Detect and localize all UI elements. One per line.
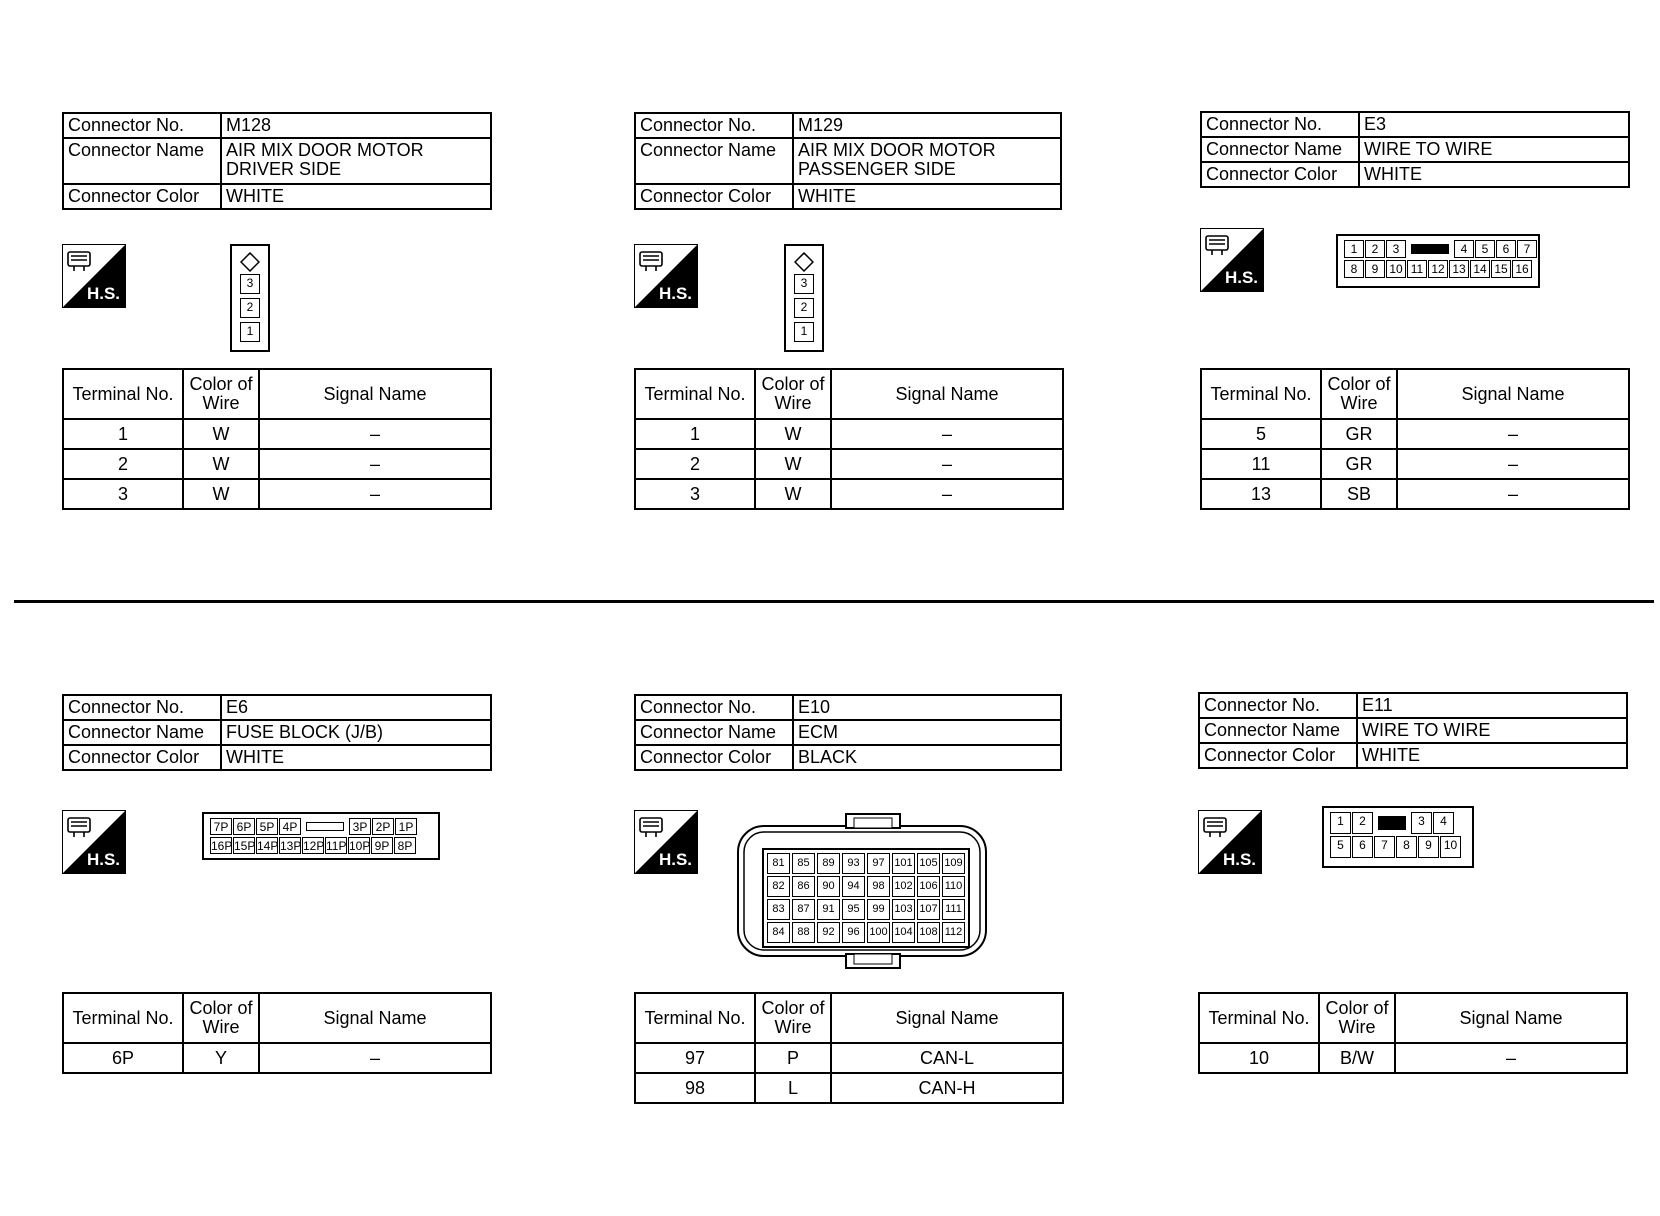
pin: 8 bbox=[1344, 260, 1364, 278]
pin: 16 bbox=[1512, 260, 1532, 278]
pin: 87 bbox=[792, 899, 815, 920]
pin: 16P bbox=[211, 839, 233, 853]
connector-info-table bbox=[634, 694, 1062, 771]
connector-info-table bbox=[634, 112, 1062, 210]
pin: 3 bbox=[1411, 812, 1432, 834]
pin: 5P bbox=[256, 818, 278, 835]
signal-name-header: Signal Name bbox=[1395, 993, 1627, 1043]
terminal-table bbox=[1198, 992, 1628, 1074]
terminal-table bbox=[62, 992, 492, 1074]
signal-name-cell: – bbox=[259, 1043, 491, 1073]
terminal-no-header: Terminal No. bbox=[635, 369, 755, 419]
signal-name-cell: – bbox=[831, 479, 1063, 509]
pin: 7 bbox=[1517, 240, 1537, 258]
terminal-no-header: Terminal No. bbox=[1199, 993, 1319, 1043]
wire-color-header: Color of Wire bbox=[183, 369, 259, 419]
key-diamond-icon bbox=[240, 252, 260, 272]
harness-side-icon bbox=[634, 810, 698, 874]
terminal-no-cell: 97 bbox=[635, 1043, 755, 1073]
signal-name-header: Signal Name bbox=[831, 369, 1063, 419]
hs-label: H.S. bbox=[658, 850, 692, 869]
pin: 94 bbox=[842, 876, 865, 897]
pin: 2 bbox=[1352, 812, 1373, 834]
connector-no-value: M128 bbox=[221, 113, 491, 138]
pin: 15 bbox=[1491, 260, 1511, 278]
pin: 8P bbox=[394, 837, 416, 854]
pin: 2 bbox=[1365, 240, 1385, 258]
table-row bbox=[635, 1073, 1063, 1103]
pin: 6 bbox=[1352, 836, 1373, 858]
wire-color-cell: P bbox=[755, 1043, 831, 1073]
terminal-no-cell: 11 bbox=[1201, 449, 1321, 479]
table-row bbox=[635, 1043, 1063, 1073]
terminal-no-cell: 2 bbox=[63, 449, 183, 479]
pin: 84 bbox=[767, 922, 790, 943]
hs-label: H.S. bbox=[1224, 268, 1258, 287]
terminal-no-cell: 5 bbox=[1201, 419, 1321, 449]
connector-color-label: Connector Color bbox=[1199, 743, 1357, 768]
pin: 3 bbox=[794, 274, 814, 294]
pin: 107 bbox=[917, 899, 940, 920]
wire-color-header: Color of Wire bbox=[1319, 993, 1395, 1043]
connector-no-value: M129 bbox=[793, 113, 1061, 138]
terminal-table bbox=[634, 368, 1064, 510]
terminal-no-cell: 10 bbox=[1199, 1043, 1319, 1073]
pin: 95 bbox=[842, 899, 865, 920]
wire-color-cell: W bbox=[183, 419, 259, 449]
connector-color-label: Connector Color bbox=[635, 745, 793, 770]
pin: 9P bbox=[371, 837, 393, 854]
signal-name-cell: – bbox=[259, 479, 491, 509]
connector-color-value: WHITE bbox=[221, 745, 491, 770]
wire-color-cell: Y bbox=[183, 1043, 259, 1073]
wire-color-cell: W bbox=[755, 419, 831, 449]
wire-color-header: Color of Wire bbox=[755, 369, 831, 419]
connector-name-value: FUSE BLOCK (J/B) bbox=[221, 720, 491, 745]
key-slot-mark bbox=[1411, 244, 1449, 254]
pin: 13P bbox=[280, 839, 302, 853]
signal-name-cell: CAN-L bbox=[831, 1043, 1063, 1073]
connector-face-e6 bbox=[202, 812, 440, 860]
connector-color-label: Connector Color bbox=[1201, 162, 1359, 187]
pin: 14 bbox=[1470, 260, 1490, 278]
terminal-no-cell: 98 bbox=[635, 1073, 755, 1103]
connector-face-m128 bbox=[230, 244, 270, 352]
table-row bbox=[635, 449, 1063, 479]
connector-no-value: E10 bbox=[793, 695, 1061, 720]
pin: 101 bbox=[892, 853, 915, 874]
key-slot bbox=[1407, 240, 1453, 258]
pin: 83 bbox=[767, 899, 790, 920]
signal-name-cell: CAN-H bbox=[831, 1073, 1063, 1103]
wire-color-cell: B/W bbox=[1319, 1043, 1395, 1073]
signal-name-cell: – bbox=[1397, 419, 1629, 449]
pin: 103 bbox=[892, 899, 915, 920]
key-diamond-icon bbox=[794, 252, 814, 272]
wire-color-cell: W bbox=[755, 479, 831, 509]
pin: 100 bbox=[867, 922, 890, 943]
key-slot bbox=[302, 818, 348, 835]
pin: 109 bbox=[942, 853, 965, 874]
connector-name-value: AIR MIX DOOR MOTOR PASSENGER SIDE bbox=[793, 138, 1061, 184]
connector-name-label: Connector Name bbox=[1201, 137, 1359, 162]
connector-name-label: Connector Name bbox=[63, 720, 221, 745]
connector-color-value: WHITE bbox=[221, 184, 491, 209]
terminal-no-header: Terminal No. bbox=[63, 369, 183, 419]
connector-no-label: Connector No. bbox=[635, 695, 793, 720]
wire-color-header: Color of Wire bbox=[1321, 369, 1397, 419]
pin: 96 bbox=[842, 922, 865, 943]
pin: 2 bbox=[794, 298, 814, 318]
signal-name-cell: – bbox=[831, 419, 1063, 449]
connector-name-label: Connector Name bbox=[635, 138, 793, 184]
signal-name-header: Signal Name bbox=[259, 369, 491, 419]
wire-color-cell: W bbox=[183, 479, 259, 509]
pin: 14P bbox=[257, 839, 279, 853]
pin: 9 bbox=[1365, 260, 1385, 278]
wire-color-cell: SB bbox=[1321, 479, 1397, 509]
connector-no-value: E3 bbox=[1359, 112, 1629, 137]
terminal-no-header: Terminal No. bbox=[635, 993, 755, 1043]
terminal-table bbox=[634, 992, 1064, 1104]
key-slot-mark bbox=[1378, 816, 1406, 830]
pin: 11P bbox=[326, 839, 347, 853]
pin: 93 bbox=[842, 853, 865, 874]
pin: 1 bbox=[1344, 240, 1364, 258]
pin: 92 bbox=[817, 922, 840, 943]
connector-color-label: Connector Color bbox=[63, 745, 221, 770]
connector-color-label: Connector Color bbox=[635, 184, 793, 209]
hs-label: H.S. bbox=[86, 284, 120, 303]
table-row bbox=[1201, 419, 1629, 449]
signal-name-header: Signal Name bbox=[1397, 369, 1629, 419]
pin: 112 bbox=[942, 922, 965, 943]
pin: 82 bbox=[767, 876, 790, 897]
pin: 4 bbox=[1433, 812, 1454, 834]
key-slot bbox=[1374, 812, 1410, 834]
pin: 12 bbox=[1428, 260, 1448, 278]
section-divider bbox=[14, 600, 1654, 603]
terminal-no-cell: 3 bbox=[635, 479, 755, 509]
harness-side-icon bbox=[1198, 810, 1262, 874]
pin: 97 bbox=[867, 853, 890, 874]
connector-color-label: Connector Color bbox=[63, 184, 221, 209]
pin: 6P bbox=[233, 818, 255, 835]
connector-color-value: WHITE bbox=[1357, 743, 1627, 768]
wire-color-header: Color of Wire bbox=[183, 993, 259, 1043]
pin: 3 bbox=[1386, 240, 1406, 258]
pin: 2 bbox=[240, 298, 260, 318]
terminal-table bbox=[1200, 368, 1630, 510]
pin: 110 bbox=[942, 876, 965, 897]
pin: 7 bbox=[1374, 836, 1395, 858]
table-row bbox=[635, 419, 1063, 449]
table-row bbox=[63, 1043, 491, 1073]
pin: 98 bbox=[867, 876, 890, 897]
table-row bbox=[63, 449, 491, 479]
signal-name-cell: – bbox=[1397, 479, 1629, 509]
pin: 12P bbox=[303, 839, 325, 853]
connector-info-table bbox=[62, 694, 492, 771]
signal-name-cell: – bbox=[831, 449, 1063, 479]
terminal-no-cell: 2 bbox=[635, 449, 755, 479]
terminal-no-cell: 3 bbox=[63, 479, 183, 509]
connector-no-label: Connector No. bbox=[63, 695, 221, 720]
pin: 10 bbox=[1386, 260, 1406, 278]
connector-info-table bbox=[1200, 111, 1630, 188]
connector-face-e3 bbox=[1336, 234, 1540, 288]
pin: 86 bbox=[792, 876, 815, 897]
pin: 10P bbox=[349, 839, 371, 853]
terminal-no-cell: 13 bbox=[1201, 479, 1321, 509]
key-slot-mark bbox=[306, 822, 344, 831]
table-row bbox=[1201, 479, 1629, 509]
pin: 90 bbox=[817, 876, 840, 897]
connector-no-label: Connector No. bbox=[635, 113, 793, 138]
table-row bbox=[1199, 1043, 1627, 1073]
wire-color-header: Color of Wire bbox=[755, 993, 831, 1043]
hs-label: H.S. bbox=[1222, 850, 1256, 869]
connector-name-value: AIR MIX DOOR MOTOR DRIVER SIDE bbox=[221, 138, 491, 184]
harness-side-icon bbox=[62, 244, 126, 308]
pin: 15P bbox=[234, 839, 256, 853]
connector-no-value: E11 bbox=[1357, 693, 1627, 718]
connector-color-value: BLACK bbox=[793, 745, 1061, 770]
pin: 13 bbox=[1449, 260, 1469, 278]
wire-color-cell: GR bbox=[1321, 449, 1397, 479]
harness-side-icon bbox=[634, 244, 698, 308]
signal-name-cell: – bbox=[1397, 449, 1629, 479]
pin: 102 bbox=[892, 876, 915, 897]
pin: 81 bbox=[767, 853, 790, 874]
signal-name-header: Signal Name bbox=[259, 993, 491, 1043]
connector-face-e10 bbox=[736, 812, 988, 972]
pin: 4P bbox=[279, 818, 301, 835]
connector-info-table bbox=[62, 112, 492, 210]
pin: 5 bbox=[1330, 836, 1351, 858]
pin: 99 bbox=[867, 899, 890, 920]
connector-face-m129 bbox=[784, 244, 824, 352]
pin: 88 bbox=[792, 922, 815, 943]
connector-info-table bbox=[1198, 692, 1628, 769]
pin: 3P bbox=[349, 818, 371, 835]
signal-name-cell: – bbox=[259, 419, 491, 449]
table-row bbox=[635, 479, 1063, 509]
pin: 1 bbox=[794, 322, 814, 342]
pin: 11 bbox=[1407, 260, 1427, 278]
pin: 106 bbox=[917, 876, 940, 897]
hs-label: H.S. bbox=[86, 850, 120, 869]
wire-color-cell: W bbox=[755, 449, 831, 479]
pin: 2P bbox=[372, 818, 394, 835]
table-row bbox=[63, 419, 491, 449]
pin: 85 bbox=[792, 853, 815, 874]
wire-color-cell: W bbox=[183, 449, 259, 479]
signal-name-cell: – bbox=[259, 449, 491, 479]
pin: 8 bbox=[1396, 836, 1417, 858]
pin: 5 bbox=[1475, 240, 1495, 258]
pin: 105 bbox=[917, 853, 940, 874]
pin: 108 bbox=[917, 922, 940, 943]
terminal-no-header: Terminal No. bbox=[1201, 369, 1321, 419]
terminal-no-cell: 1 bbox=[635, 419, 755, 449]
terminal-no-cell: 6P bbox=[63, 1043, 183, 1073]
connector-no-label: Connector No. bbox=[1199, 693, 1357, 718]
connector-name-label: Connector Name bbox=[1199, 718, 1357, 743]
harness-side-icon bbox=[1200, 228, 1264, 292]
pin: 89 bbox=[817, 853, 840, 874]
terminal-no-header: Terminal No. bbox=[63, 993, 183, 1043]
table-row bbox=[1201, 449, 1629, 479]
connector-color-value: WHITE bbox=[1359, 162, 1629, 187]
pin: 104 bbox=[892, 922, 915, 943]
connector-name-value: WIRE TO WIRE bbox=[1357, 718, 1627, 743]
pin: 111 bbox=[942, 899, 965, 920]
terminal-table bbox=[62, 368, 492, 510]
harness-side-icon bbox=[62, 810, 126, 874]
pin: 1 bbox=[1330, 812, 1351, 834]
pin: 1P bbox=[395, 818, 417, 835]
pin: 6 bbox=[1496, 240, 1516, 258]
pin: 1 bbox=[240, 322, 260, 342]
signal-name-header: Signal Name bbox=[831, 993, 1063, 1043]
connector-name-label: Connector Name bbox=[63, 138, 221, 184]
connector-name-value: ECM bbox=[793, 720, 1061, 745]
wire-color-cell: GR bbox=[1321, 419, 1397, 449]
pin: 7P bbox=[210, 818, 232, 835]
connector-color-value: WHITE bbox=[793, 184, 1061, 209]
wire-color-cell: L bbox=[755, 1073, 831, 1103]
signal-name-cell: – bbox=[1395, 1043, 1627, 1073]
pin: 3 bbox=[240, 274, 260, 294]
connector-name-value: WIRE TO WIRE bbox=[1359, 137, 1629, 162]
connector-no-label: Connector No. bbox=[63, 113, 221, 138]
table-row bbox=[63, 479, 491, 509]
terminal-no-cell: 1 bbox=[63, 419, 183, 449]
connector-no-value: E6 bbox=[221, 695, 491, 720]
pin: 10 bbox=[1440, 836, 1461, 858]
hs-label: H.S. bbox=[658, 284, 692, 303]
pin: 9 bbox=[1418, 836, 1439, 858]
connector-name-label: Connector Name bbox=[635, 720, 793, 745]
connector-face-e11 bbox=[1322, 806, 1474, 868]
pin: 91 bbox=[817, 899, 840, 920]
pin: 4 bbox=[1454, 240, 1474, 258]
connector-no-label: Connector No. bbox=[1201, 112, 1359, 137]
